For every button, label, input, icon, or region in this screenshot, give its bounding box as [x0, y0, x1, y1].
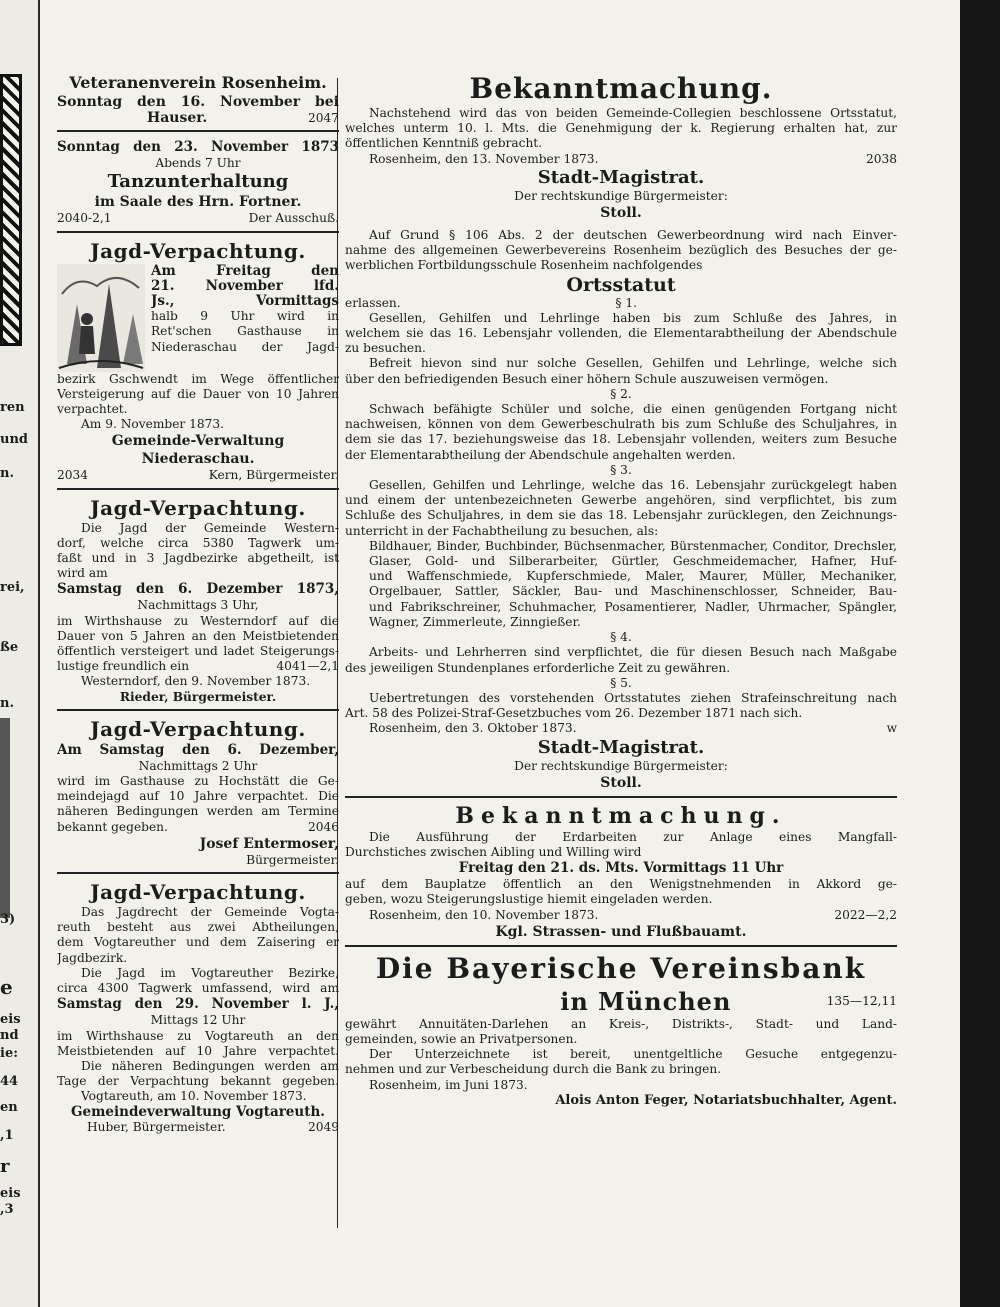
edge-fragment: nd: [0, 1028, 19, 1043]
ad-signer: Niederaschau.: [141, 451, 255, 468]
notice-line: Die Ausführung der Erdarbeiten zur Anlage eines Mangfall-: [369, 829, 897, 844]
ad-line: näheren Bedingungen werden am Termine: [57, 804, 339, 819]
ad-mayor: Huber, Bürgermeister.: [87, 1119, 226, 1134]
ad-line: Tage der Verpachtung bekannt gegeben.: [57, 1074, 339, 1089]
notice-ortsstatut: [345, 72, 897, 792]
ad-line: circa 4300 Tagwerk umfassend, wird am: [57, 981, 339, 996]
ad-tanzunterhaltung: [57, 138, 339, 232]
hunting-scene-illustration: [57, 264, 145, 372]
statut-line: Gesellen, Gehilfen und Lehrlinge haben bis zum Schluße des Jahres, in: [369, 310, 897, 325]
ad-line: wird am: [57, 566, 108, 581]
ad-date: Sonntag den 23. November 1873: [57, 139, 339, 156]
ad-line: dem Vogtareuther und dem Zaisering er: [57, 935, 339, 950]
ad-time: Nachmittags 2 Uhr: [138, 758, 258, 773]
statut-line: Schwach befähigte Schüler und solche, die einen genügenden Fortgang nicht: [369, 402, 897, 417]
statut-line: unterricht in der Fachabtheilung zu besuchen, als:: [345, 523, 659, 538]
notice-line: auf dem Bauplatze öffentlich an den Wenigstnehmenden in Akkord ge-: [345, 877, 897, 892]
statut-line: nachweisen, können von dem Gewerbeschulrath bis zum Schluße des Schuljahres, in: [345, 417, 897, 432]
paragraph-number: § 5.: [610, 675, 632, 690]
ad-ref: 2034: [57, 468, 89, 483]
notice-line: Durchstiches zwischen Aibling und Willing wird: [345, 844, 642, 859]
ad-line: bekannt gegeben.: [57, 819, 168, 834]
ad-signer: Der Ausschuß.: [248, 211, 339, 226]
statut-line: der Elementarabtheilung der Abendschule angehalten werden.: [345, 447, 736, 462]
ad-line: Sonntag den 16. November bei: [57, 94, 339, 110]
ad-line: bezirk Gschwendt im Wege öffentlicher: [57, 371, 339, 386]
ad-ref: 2047: [307, 111, 339, 125]
ad-ref: 2049: [307, 1119, 339, 1134]
scan-right-border: [960, 0, 1000, 1307]
ad-time: Mittags 12 Uhr: [150, 1013, 246, 1028]
statut-heading: Ortsstatut: [566, 273, 676, 296]
ad-line: Niederaschau der Jagd-: [151, 339, 339, 354]
ad-line: im Wirthshause zu Vogtareuth an den: [57, 1028, 339, 1043]
ad-date: Am 9. November 1873.: [81, 417, 224, 432]
notice-date: Rosenheim, den 10. November 1873.: [369, 907, 599, 922]
notice-title: Bekanntmachung.: [469, 72, 773, 105]
statut-line: über den befriedigenden Besuch einer höhern Schule auszuweisen vermögen.: [345, 371, 829, 386]
statut-line: Art. 58 des Polizei-Straf-Gesetzbuches vom 26. Dezember 1871 nach sich.: [345, 706, 803, 721]
notice-ref: 2022—2,2: [834, 907, 897, 922]
ad-line: dorf, welche circa 5380 Tagwerk um-: [57, 535, 339, 550]
statut-line: des jeweiligen Stundenplanes erforderliche Zeit zu gewähren.: [345, 660, 731, 675]
ad-jagd-niederaschau: [57, 239, 339, 490]
ad-line: meindejagd auf 10 Jahre verpachtet. Die: [57, 789, 339, 804]
notice-office: Stadt-Magistrat.: [537, 166, 705, 188]
ad-date: Samstag den 29. November l. J.,: [57, 996, 339, 1013]
statut-line: welchem sie das 16. Lebensjahr vollenden, die Elementarabtheilung der Abendschule: [345, 326, 897, 341]
ad-line: wird im Gasthause zu Hochstätt die Ge-: [57, 774, 339, 789]
trade-list-line: Orgelbauer, Sattler, Säckler, Bau- und Maschinenschlosser, Schneider, Bau-: [369, 584, 897, 599]
statut-line: Auf Grund § 106 Abs. 2 der deutschen Gewerbeordnung wird nach Einver-: [369, 228, 897, 243]
bank-city: in München: [560, 986, 732, 1016]
section-divider: [345, 945, 897, 947]
ad-line: Die näheren Bedingungen werden am: [81, 1058, 339, 1073]
ad-ref: 2040-2,1: [57, 211, 112, 226]
bank-line: Der Unterzeichnete ist bereit, unentgeltliche Gesuche entgegenzu-: [369, 1047, 897, 1062]
ad-ref: 2046: [307, 819, 339, 834]
ad-line: Das Jagdrecht der Gemeinde Vogta-: [81, 905, 339, 920]
ad-date: Samstag den 6. Dezember 1873,: [57, 581, 339, 598]
ad-signer: Josef Entermoser,: [199, 835, 339, 852]
notice-signer: Kgl. Strassen- und Flußbauamt.: [495, 923, 747, 940]
ad-line: reuth besteht aus zwei Abtheilungen,: [57, 920, 339, 935]
ad-title: Jagd-Verpachtung.: [90, 880, 306, 905]
statut-line: Befreit hievon sind nur solche Gesellen, Gehilfen und Lehrlinge, welche sich: [369, 356, 897, 371]
statut-role: Der rechtskundige Bürgermeister:: [514, 758, 728, 773]
ad-time: Abends 7 Uhr: [155, 156, 241, 171]
ad-line: lustige freundlich ein: [57, 659, 190, 674]
ad-line: öffentlich versteigert und ladet Steigerungs-: [57, 644, 339, 659]
edge-fragment: n.: [0, 466, 14, 481]
bank-title: Die Bayerische Vereinsbank: [375, 951, 867, 985]
bank-line: gewährt Annuitäten-Darlehen an Kreis-, Distrikts-, Stadt- und Land-: [345, 1016, 897, 1031]
bank-signer: Alois Anton Feger, Notariatsbuchhalter, Agent.: [555, 1092, 897, 1108]
notice-title: Bekanntmachung.: [455, 802, 787, 829]
edge-fragment: ren: [0, 400, 25, 415]
statut-office: Stadt-Magistrat.: [537, 736, 705, 758]
statut-date: Rosenheim, den 3. Oktober 1873.: [369, 721, 577, 736]
statut-line: zu besuchen.: [345, 341, 426, 356]
notice-line: welches unterm 10. l. Mts. die Genehmigung der k. Regierung erhalten hat, zur: [345, 121, 897, 136]
ad-place-date: Vogtareuth, am 10. November 1873.: [81, 1089, 307, 1104]
ad-ref: 4041—2,1: [276, 659, 339, 674]
edge-fragment: en: [0, 1100, 18, 1115]
bank-ref: 135—12,11: [826, 994, 897, 1009]
trade-list-line: Wagner, Zimmerleute, Zinngießer.: [369, 614, 581, 629]
edge-fragment: ,1: [0, 1128, 14, 1143]
statut-line: Schluße des Schuljahres, in dem sie das 18. Lebensjahr zurücklegen, den Zeichnungs-: [345, 508, 897, 523]
ad-title: Tanzunterhaltung: [107, 171, 289, 193]
paragraph-number: § 1.: [615, 295, 637, 310]
ad-signer: Gemeinde-Verwaltung: [111, 433, 285, 450]
edge-fragment: 3): [0, 912, 16, 927]
ad-line: Versteigerung auf die Dauer von 10 Jahren: [57, 386, 339, 401]
ad-title: Jagd-Verpachtung.: [90, 238, 306, 263]
notice-line: geben, wozu Steigerungslustige hiemit eingeladen werden.: [345, 892, 713, 907]
ad-place: Hauser.: [147, 110, 208, 126]
ad-line: im Wirthshause zu Westerndorf auf die: [57, 613, 339, 628]
notice-name: Stoll.: [600, 205, 642, 222]
edge-fragment: rei,: [0, 580, 25, 595]
left-column: [57, 72, 339, 1145]
ad-title: Jagd-Verpachtung.: [90, 716, 306, 741]
ad-signer: Rieder, Bürgermeister.: [119, 689, 277, 704]
ad-title: Jagd-Verpachtung.: [90, 495, 306, 520]
ad-veteranenverein: [57, 72, 339, 132]
edge-fragment: ße: [0, 640, 19, 655]
notice-date-bold: Freitag den 21. ds. Mts. Vormittags 11 Uhr: [458, 860, 784, 877]
statut-line: Arbeits- und Lehrherren sind verpflichtet, die für diesen Besuch nach Maßgabe: [369, 645, 897, 660]
ad-mayor: Kern, Bürgermeister.: [208, 468, 339, 483]
edge-fragment: 44: [0, 1074, 19, 1089]
edge-image-fragment: [0, 718, 10, 918]
statut-name: Stoll.: [600, 774, 642, 791]
notice-ref: 2038: [865, 151, 897, 166]
paragraph-number: § 4.: [610, 630, 632, 645]
ad-line: Meistbietenden auf 10 Jahre verpachtet.: [57, 1043, 339, 1058]
statut-line: und einem der untenbezeichneten Gewerbe angehören, sind verpflichtet, bis zum: [345, 493, 897, 508]
notice-role: Der rechtskundige Bürgermeister:: [514, 188, 728, 203]
notice-line: Nachstehend wird das von beiden Gemeinde-Collegien beschlossene Ortsstatut,: [369, 106, 897, 120]
edge-fragment: e: [0, 975, 13, 999]
notice-date: Rosenheim, den 13. November 1873.: [369, 151, 599, 166]
edge-fragment: ie:: [0, 1046, 19, 1061]
trade-list-line: und Fabrikschreiner, Schuhmacher, Posamentierer, Nadler, Uhrmacher, Spängler,: [369, 599, 897, 614]
section-divider: [345, 796, 897, 798]
ad-line: verpachtet.: [57, 402, 128, 417]
ad-jagd-westerndorf: [57, 496, 339, 711]
ad-date: Am Samstag den 6. Dezember,: [57, 741, 339, 758]
ad-role: Bürgermeister.: [246, 852, 339, 867]
statut-line: Uebertretungen des vorstehenden Ortsstatutes ziehen Strafeinschreitung nach: [369, 690, 897, 705]
edge-fragment: eis: [0, 1012, 21, 1027]
edge-fragment: eis: [0, 1186, 21, 1201]
trade-list-line: und Waffenschmiede, Kupferschmiede, Maler, Maurer, Müller, Mechaniker,: [369, 569, 897, 584]
ad-place: im Saale des Hrn. Fortner.: [94, 194, 302, 211]
edge-fragment: und: [0, 432, 28, 447]
decorative-border-ornament: [0, 74, 22, 346]
ad-line: Dauer von 5 Jahren an den Meistbietenden: [57, 628, 339, 643]
ad-jagd-hochstaett: [57, 717, 339, 874]
ad-line: Am Freitag den: [151, 263, 339, 279]
notice-line: öffentlichen Kenntniß gebracht.: [345, 136, 543, 151]
statut-line: Gesellen, Gehilfen und Lehrlinge, welche das 16. Lebensjahr zurückgelegt haben: [369, 478, 897, 493]
bank-line: nehmen und zur Verbescheidung durch die Bank zu bringen.: [345, 1062, 722, 1077]
ad-line: Js., Vormittags: [151, 294, 339, 310]
ad-line: Die Jagd der Gemeinde Western-: [81, 520, 339, 535]
ad-vereinsbank: [345, 951, 897, 1108]
ad-place-date: Westerndorf, den 9. November 1873.: [81, 674, 311, 689]
ad-signer: Gemeindeverwaltung Vogtareuth.: [71, 1104, 325, 1120]
bank-date: Rosenheim, im Juni 1873.: [369, 1077, 528, 1092]
bank-line: gemeinden, sowie an Privatpersonen.: [345, 1031, 578, 1046]
notice-mangfall: [345, 802, 897, 941]
paragraph-number: § 2.: [610, 386, 632, 401]
statut-line: erlassen.: [345, 295, 401, 310]
adjacent-page-edge: [0, 0, 40, 1307]
statut-line: dem sie das 17. beziehungsweise das 18. Lebensjahr vollenden, weiters zum Besuche: [345, 432, 897, 447]
ad-time: Nachmittags 3 Uhr,: [137, 598, 259, 613]
edge-fragment: ,3: [0, 1202, 14, 1217]
ad-line: Ret'schen Gasthause in: [151, 324, 339, 339]
ad-jagd-vogtareuth: [57, 880, 339, 1139]
statut-line: nahme des allgemeinen Gewerbevereins Rosenheim bezüglich des Besuches der ge-: [345, 243, 897, 258]
trade-list-line: Bildhauer, Binder, Buchbinder, Büchsenmacher, Bürstenmacher, Conditor, Drechsler,: [369, 538, 897, 553]
ad-line: 21. November lfd.: [151, 278, 339, 294]
edge-fragment: r: [0, 1156, 10, 1177]
ad-line: faßt und in 3 Jagdbezirke abgetheilt, ist: [57, 551, 339, 566]
statut-mark: w: [886, 721, 897, 736]
right-column: [345, 72, 897, 1108]
ad-line: Jagdbezirk.: [57, 950, 128, 965]
ad-line: Die Jagd im Vogtareuther Bezirke,: [81, 965, 339, 980]
trade-list-line: Glaser, Gold- und Silberarbeiter, Gürtler, Geschmeidemacher, Hafner, Huf-: [369, 554, 897, 569]
statut-line: werblichen Fortbildungsschule Rosenheim nachfolgendes: [345, 258, 703, 273]
edge-fragment: n.: [0, 696, 14, 711]
newspaper-page: [40, 0, 960, 1307]
paragraph-number: § 3.: [610, 462, 632, 477]
ad-title: Veteranenverein Rosenheim.: [69, 73, 327, 92]
ad-line: halb 9 Uhr wird in: [151, 309, 339, 324]
